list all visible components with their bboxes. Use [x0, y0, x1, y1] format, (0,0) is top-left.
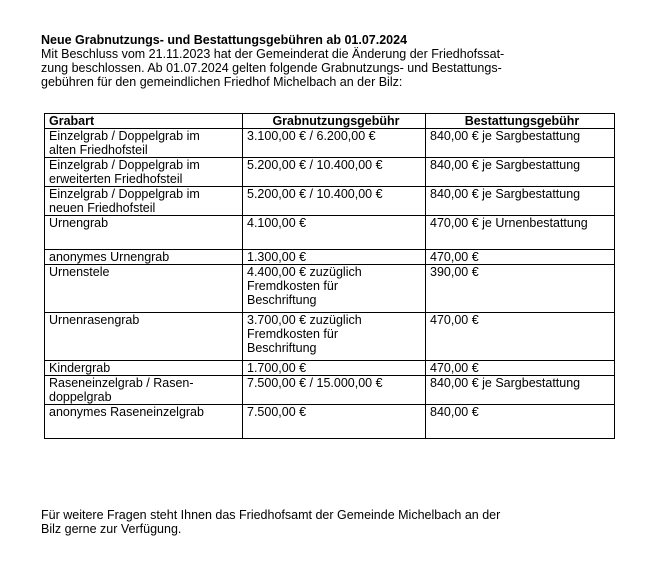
cell-line: 470,00 € [430, 313, 479, 327]
bestattungsgebuehr-cell [426, 265, 615, 313]
cell-line: 1.700,00 € [247, 361, 307, 375]
intro-paragraph [41, 47, 621, 89]
intro-line: Mit Beschluss vom 21.11.2023 hat der Gemeinderat die Änderung der Friedhofssat- [41, 47, 505, 61]
cell-line: 3.700,00 € zuzüglich [247, 313, 362, 327]
grabart-cell [45, 361, 243, 376]
cell-line: 5.200,00 € / 10.400,00 € [247, 187, 383, 201]
footer-paragraph [41, 508, 621, 536]
cell-line: Einzelgrab / Doppelgrab im [49, 187, 200, 201]
cell-line: 7.500,00 € / 15.000,00 € [247, 376, 383, 390]
grabart-cell [45, 216, 243, 250]
bestattungsgebuehr-cell [426, 250, 615, 265]
grabnutzungsgebuehr-cell [243, 187, 426, 216]
bestattungsgebuehr-cell [426, 376, 615, 405]
cell-line: Einzelgrab / Doppelgrab im [49, 129, 200, 143]
cell-line: 4.400,00 € zuzüglich [247, 265, 362, 279]
grabart-cell [45, 405, 243, 439]
table-header-row [45, 114, 615, 129]
grabart-cell [45, 313, 243, 361]
table-row [45, 216, 615, 250]
cell-line: alten Friedhofsteil [49, 143, 148, 157]
grabnutzungsgebuehr-cell [243, 265, 426, 313]
cell-line: 4.100,00 € [247, 216, 307, 230]
cell-line: erweiterten Friedhofsteil [49, 172, 183, 186]
cell-line: 470,00 € je Urnenbestattung [430, 216, 588, 230]
grabnutzungsgebuehr-cell [243, 158, 426, 187]
table-row [45, 376, 615, 405]
bestattungsgebuehr-cell [426, 187, 615, 216]
cell-line: 1.300,00 € [247, 250, 307, 264]
bestattungsgebuehr-cell [426, 216, 615, 250]
grabnutzungsgebuehr-cell [243, 361, 426, 376]
grabnutzungsgebuehr-cell [243, 216, 426, 250]
header-bestattungsgebuehr: Bestattungsgebühr [426, 114, 615, 129]
cell-line: Beschriftung [247, 293, 317, 307]
grabart-cell [45, 265, 243, 313]
cell-line: Kindergrab [49, 361, 111, 375]
footer-line: Für weitere Fragen steht Ihnen das Friedhofsamt der Gemeinde Michelbach an der [41, 508, 501, 522]
header-grabart: Grabart [45, 114, 243, 129]
cell-line: 470,00 € [430, 361, 479, 375]
bestattungsgebuehr-cell [426, 313, 615, 361]
cell-line: 5.200,00 € / 10.400,00 € [247, 158, 383, 172]
cell-line: 7.500,00 € [247, 405, 307, 419]
bestattungsgebuehr-cell [426, 158, 615, 187]
cell-line: 840,00 € [430, 405, 479, 419]
header-grabnutzungsgebuehr: Grabnutzungsgebühr [243, 114, 426, 129]
table-row [45, 405, 615, 439]
grabart-cell [45, 250, 243, 265]
cell-line: anonymes Raseneinzelgrab [49, 405, 204, 419]
grabnutzungsgebuehr-cell [243, 313, 426, 361]
grabnutzungsgebuehr-cell [243, 376, 426, 405]
cell-line: 840,00 € je Sargbestattung [430, 376, 581, 390]
cell-line: doppelgrab [49, 390, 112, 404]
table-row [45, 313, 615, 361]
cell-line: Urnenrasengrab [49, 313, 140, 327]
grabnutzungsgebuehr-cell [243, 250, 426, 265]
bestattungsgebuehr-cell [426, 129, 615, 158]
cell-line: Einzelgrab / Doppelgrab im [49, 158, 200, 172]
grabnutzungsgebuehr-cell [243, 405, 426, 439]
table-row [45, 265, 615, 313]
table-row [45, 361, 615, 376]
cell-line: 470,00 € [430, 250, 479, 264]
grabart-cell [45, 129, 243, 158]
cell-line: Urnengrab [49, 216, 109, 230]
table-row [45, 129, 615, 158]
fee-table-body [45, 129, 615, 439]
cell-line: Fremdkosten für [247, 327, 339, 341]
cell-line: Raseneinzelgrab / Rasen- [49, 376, 194, 390]
cell-line: Fremdkosten für [247, 279, 339, 293]
intro-line: gebühren für den gemeindlichen Friedhof Michelbach an der Bilz: [41, 75, 403, 89]
bestattungsgebuehr-cell [426, 405, 615, 439]
cell-line: anonymes Urnengrab [49, 250, 170, 264]
cell-line: neuen Friedhofsteil [49, 201, 156, 215]
table-row [45, 187, 615, 216]
cell-line: 3.100,00 € / 6.200,00 € [247, 129, 376, 143]
intro-line: zung beschlossen. Ab 01.07.2024 gelten folgende Grabnutzungs- und Bestattungs- [41, 61, 502, 75]
table-row [45, 158, 615, 187]
cell-line: 390,00 € [430, 265, 479, 279]
cell-line: Urnenstele [49, 265, 110, 279]
grabart-cell [45, 158, 243, 187]
cell-line: 840,00 € je Sargbestattung [430, 187, 581, 201]
cell-line: 840,00 € je Sargbestattung [430, 129, 581, 143]
page-title: Neue Grabnutzungs- und Bestattungsgebühren ab 01.07.2024 [41, 33, 408, 47]
table-row [45, 250, 615, 265]
grabart-cell [45, 376, 243, 405]
footer-line: Bilz gerne zur Verfügung. [41, 522, 182, 536]
grabnutzungsgebuehr-cell [243, 129, 426, 158]
cell-line: Beschriftung [247, 341, 317, 355]
grabart-cell [45, 187, 243, 216]
cell-line: 840,00 € je Sargbestattung [430, 158, 581, 172]
fee-table [44, 113, 615, 439]
bestattungsgebuehr-cell [426, 361, 615, 376]
